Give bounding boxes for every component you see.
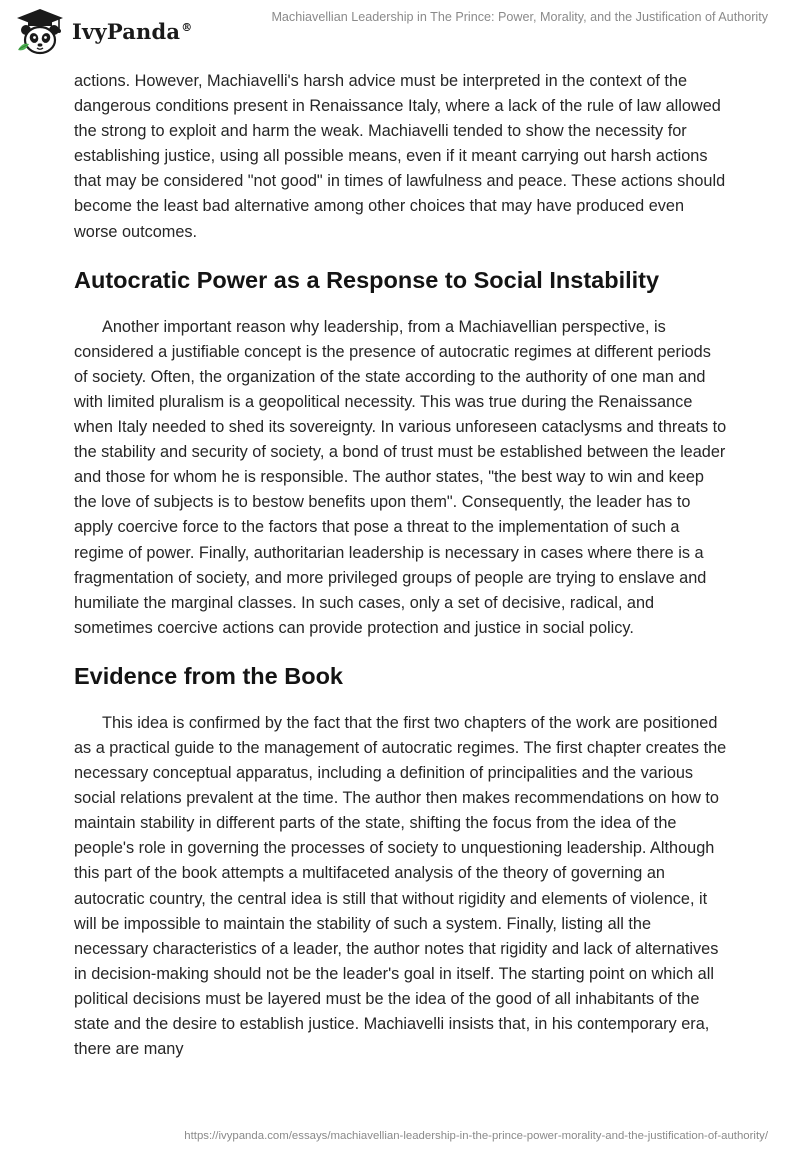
paragraph-3: This idea is confirmed by the fact that the first two chapters of the work are positioned as a practical guide to the management of autocratic regimes. The first chapter creates the necessary conceptual apparatus, including a definition of principalities and the various social relations prevalent at the time. The author then makes recommendations on how to maintain stability in different parts of the state, shifting the focus from the idea of the people's role in governing the processes of society to unquestioning leadership. Although this part of the book attempts a multifaceted analysis of the theory of governing an autocratic country, the central idea is still that without rigidity and elements of violence, it will be impossible to maintain the stability of such a system. Finally, listing all the necessary characteristics of a leader, the author notes that rigidity and lack of alternatives in decision-making should not be the leader's goal in itself. The starting point on which all political decisions must be layered must be the idea of the good of all inhabitants of the state and the desire to establish justice. Machiavelli insists that, in his contemporary era, there are many [74,713,727,1059]
document-title: Machiavellian Leadership in The Prince: Power, Morality, and the Justification of Authority [271,10,768,24]
brand-name-text: IvyPanda [72,18,181,44]
paragraph-2: Another important reason why leadership, from a Machiavellian perspective, is considered a justifiable concept is the presence of autocratic regimes at different periods of society. Often, the organization of the state according to the authority of one man and with limited pluralism is a geopolitical necessity. This was true during the Renaissance when Italy needed to shed its sovereignty. In various unforeseen cataclysms and threats to the stability and security of society, a bond of trust must be established between the leader and those for whom he is responsible. The author states, "the best way to win and keep the love of subjects is to bestow benefits upon them". Consequently, the leader has to apply coercive force to the factors that pose a threat to the implementation of such a regime of power. Finally, authoritarian leadership is necessary in cases where there is a fragmentation of society, and more privileged groups of people are trying to enslave and humiliate the marginal classes. In such cases, only a set of decisive, radical, and sometimes coercive actions can provide protection and justice in social policy. [74,317,727,637]
page-header [0,0,800,62]
panda-graduate-icon [14,6,66,58]
registered-mark: ® [181,20,193,34]
section-heading-evidence: Evidence from the Book [74,662,343,689]
essay-body [74,69,728,1062]
source-url[interactable]: https://ivypanda.com/essays/machiavellian-leadership-in-the-prince-power-morality-and-the-justification-of-authority/ [184,1130,768,1142]
brand-logo[interactable] [14,6,192,58]
section-heading-autocratic-power: Autocratic Power as a Response to Social Instability [74,266,660,293]
brand-name [72,19,192,44]
paragraph-1: actions. However, Machiavelli's harsh advice must be interpreted in the context of the dangerous conditions present in Renaissance Italy, where a lack of the rule of law allowed the strong to exploit and harm the weak. Machiavelli tended to show the necessity for establishing justice, using all possible means, even if it meant carrying out harsh actions that may be considered "not good" in times of lawfulness and peace. These actions should become the least bad alternative among other choices that may have produced even worse outcomes. [74,72,726,241]
